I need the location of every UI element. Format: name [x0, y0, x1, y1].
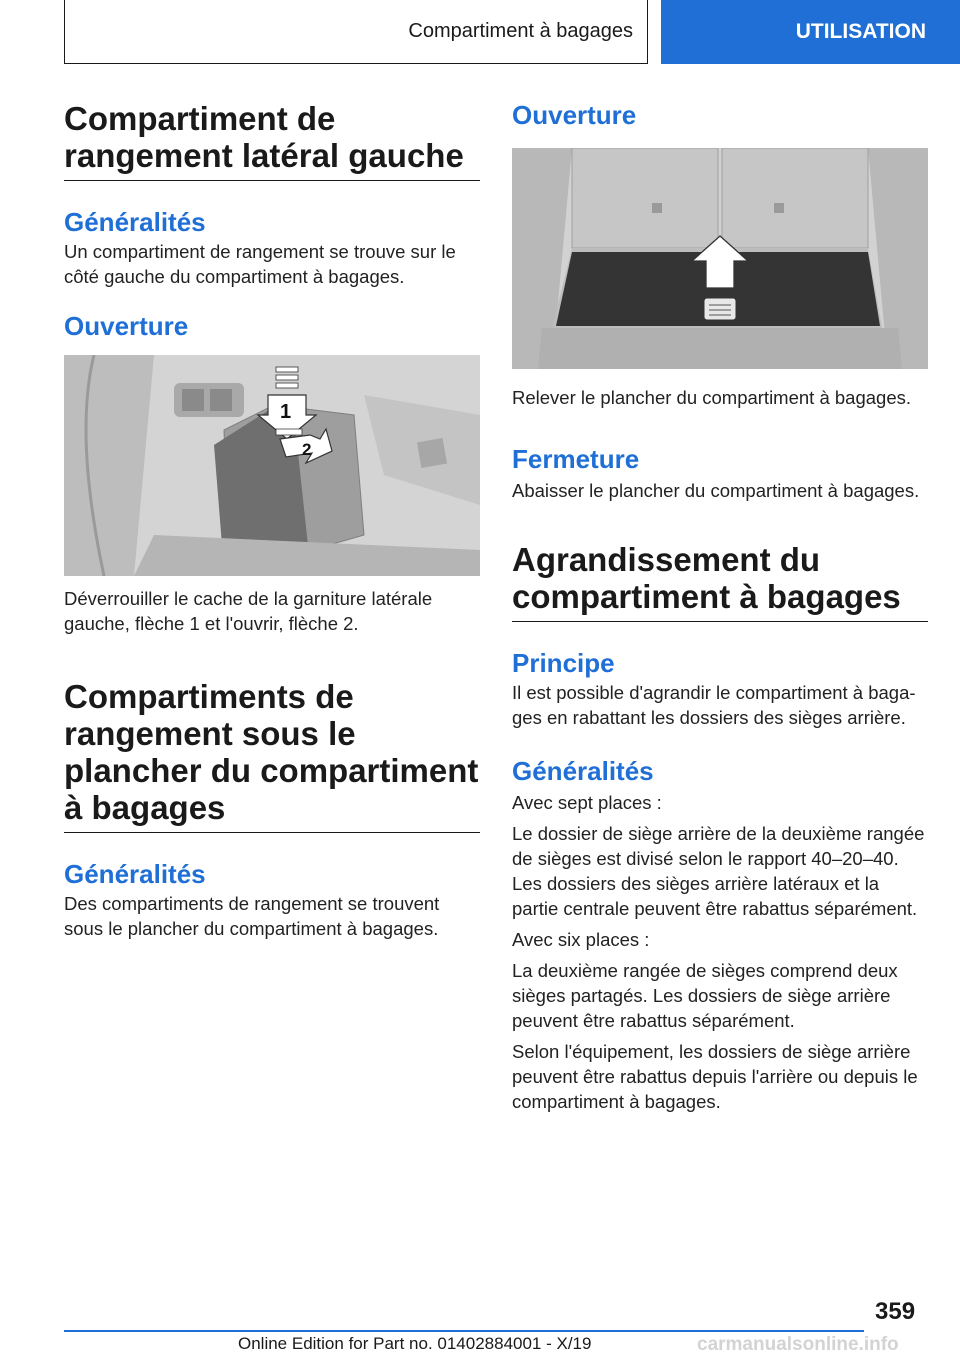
heading-opening-1: Ouverture	[64, 311, 189, 341]
paragraph-general-1: Un compartiment de rangement se trouve sur le côté gauche du compartiment à bagages.	[64, 241, 456, 287]
paragraph-general-2: Des compartiments de rangement se trouvent sous le plancher du compartiment à bagages.	[64, 893, 440, 939]
paragraph-six-seats: Avec six places :	[512, 929, 650, 950]
figure-floor-opening	[512, 148, 928, 369]
side-compartment-illustration	[64, 355, 480, 576]
paragraph-principle: Il est possible d'agrandir le compartiment à bagages en rabattant les dossiers des sièges arrière.	[512, 682, 916, 728]
heading-side-compartment: Compartiment de rangement latéral gauche	[64, 100, 480, 181]
footer-rule	[64, 1330, 864, 1332]
paragraph-opening-2: Relever le plancher du compartiment à bagages.	[512, 387, 912, 408]
paragraph-opening-1: Déverrouiller le cache de la garniture latérale gauche, flèche 1 et l'ouvrir, flèche 2.	[64, 588, 433, 634]
chapter-title: UTILISATION	[795, 20, 926, 43]
heading-principle: Principe	[512, 648, 615, 678]
chapter-tab	[661, 0, 960, 64]
left-column	[64, 100, 480, 941]
right-column	[512, 100, 928, 1114]
edition-note: Online Edition for Part no. 01402884001 - X/19	[238, 1334, 592, 1353]
heading-closing: Fermeture	[512, 444, 640, 474]
watermark: carmanualsonline.info	[697, 1334, 899, 1355]
paragraph-equipment: Selon l'équipement, les dossiers de siège arrière peuvent être rabattus depuis l'arrière ou depuis le compartiment à bagages.	[512, 1041, 918, 1112]
section-title: Compartiment à bagages	[408, 20, 633, 42]
heading-general-1: Généralités	[64, 207, 206, 237]
paragraph-closing: Abaisser le plancher du compartiment à bagages.	[512, 480, 920, 501]
paragraph-six-seats-detail: La deuxième rangée de sièges comprend deux sièges partagés. Les dossiers de siège arrière peuvent être rabattus séparément.	[512, 960, 898, 1031]
paragraph-seven-seats: Avec sept places :	[512, 792, 662, 813]
paragraph-seven-seats-detail: Le dossier de siège arrière de la deuxième rangée de sièges est divisé selon le rapport 40–20–40. Les dossiers des sièges arrière latéraux et la partie centrale peuvent être rabattus séparément.	[512, 823, 925, 919]
svg-text:2: 2	[302, 440, 312, 459]
heading-opening-2: Ouverture	[512, 100, 637, 130]
running-header-section	[64, 0, 648, 64]
page-number: 359	[875, 1298, 916, 1325]
heading-general-2: Généralités	[64, 859, 206, 889]
heading-general-3: Généralités	[512, 756, 654, 786]
heading-floor-compartments: Compartiments de rangement sous le plancher du compartiment à bagages	[64, 678, 480, 833]
heading-enlarge: Agrandissement du compartiment à bagages	[512, 541, 928, 622]
svg-text:1: 1	[280, 401, 292, 423]
floor-opening-illustration	[512, 148, 928, 369]
figure-side-compartment	[64, 355, 480, 576]
